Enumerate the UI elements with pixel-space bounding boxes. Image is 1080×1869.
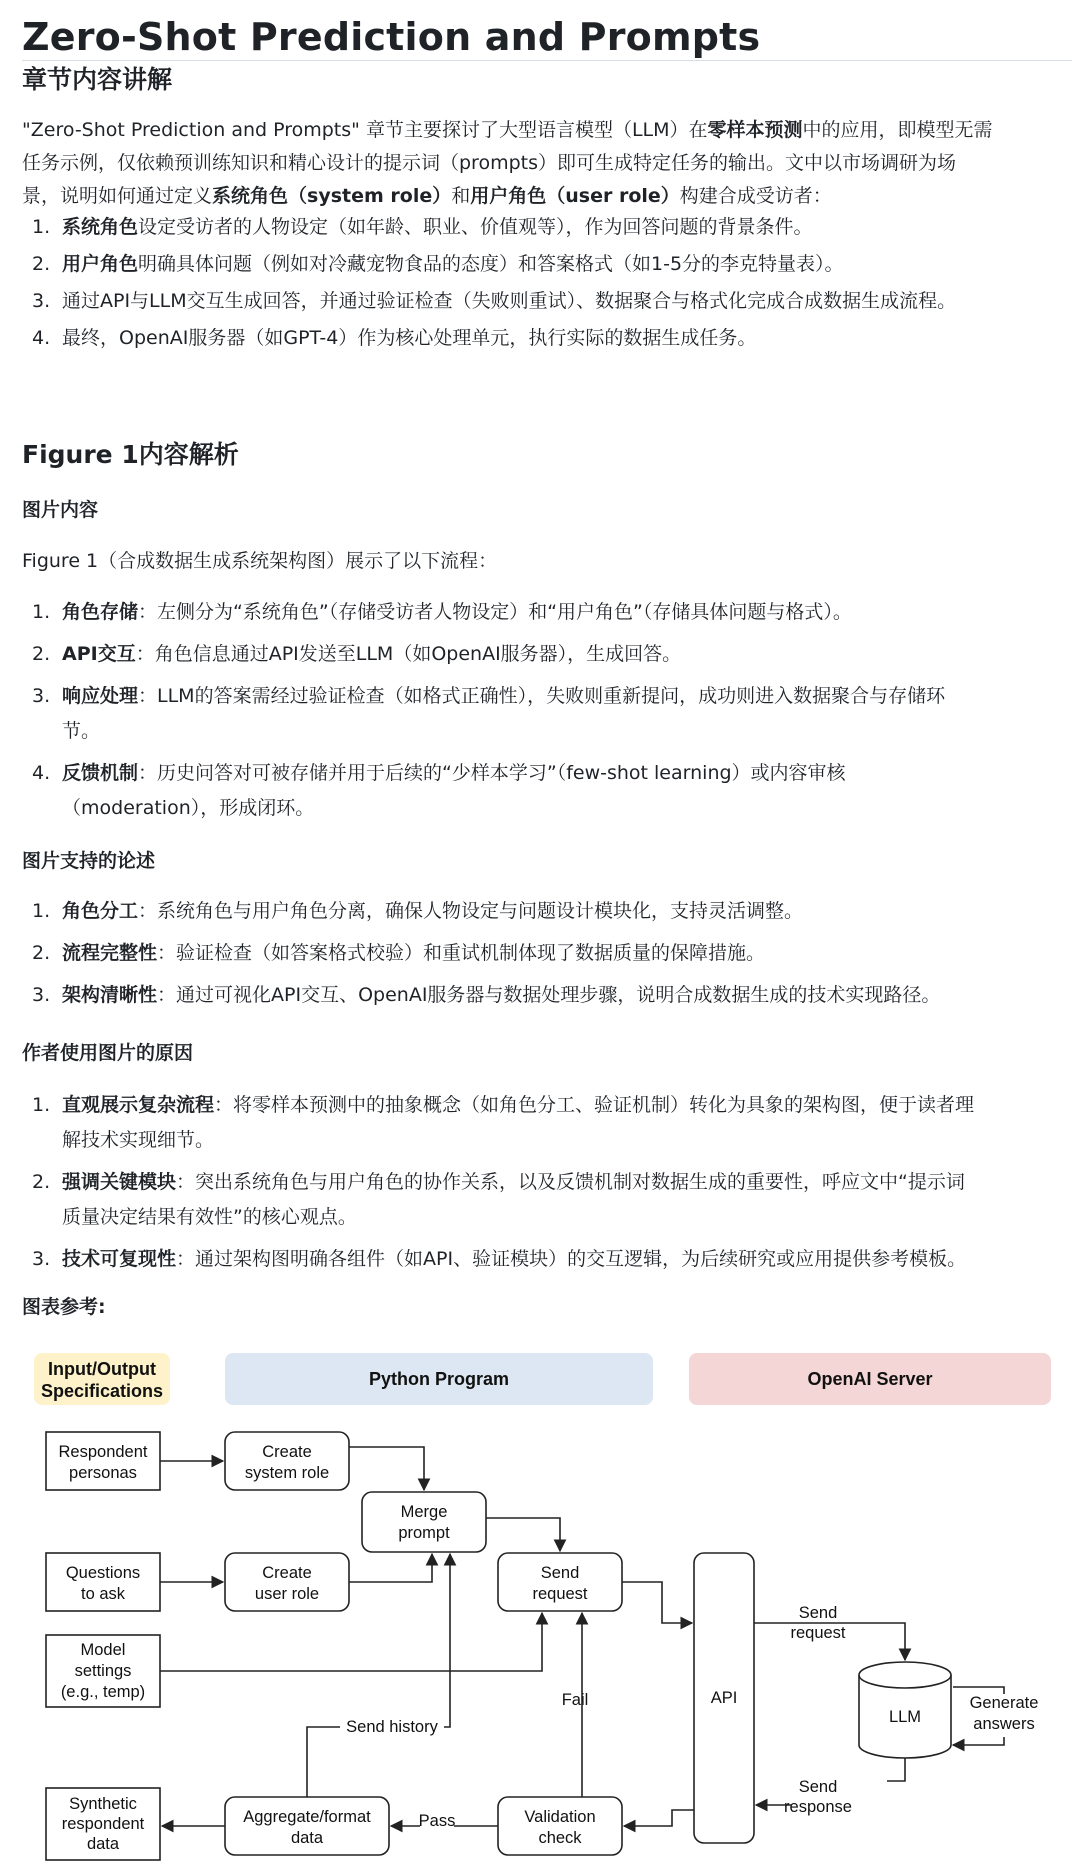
list-number: 3. [32,1248,51,1270]
list-item-text: ：通过架构图明确各组件（如API、验证模块）的交互逻辑，为后续研究或应用提供参考模板。 [176,1248,967,1270]
send-request-box-label: request [532,1585,588,1603]
intro-paragraph [22,114,1072,213]
intro-line-2: 任务示例，仅依赖预训练知识和精心设计的提示词（prompts）即可生成特定任务的输出。文中以市场调研为场 [22,152,956,174]
list-item-bold: 角色分工 [62,900,139,922]
intro-text: 中的应用，即模型无需 [802,119,993,141]
list-item [22,595,1072,630]
diagram-connectors [160,1447,1004,1826]
intro-line-3 [22,180,1072,213]
section-heading-chapter: 章节内容讲解 [22,65,173,94]
send-request-label: request [790,1624,846,1642]
list-item-bold: 技术可复现性 [62,1248,177,1270]
list-number: 4. [32,327,51,349]
intro-bold: 系统角色（system role） [212,185,452,207]
list-item-text: ：将零样本预测中的抽象概念（如角色分工、验证机制）转化为具象的架构图，便于读者理 [214,1094,975,1116]
send-request-label: Send [798,1604,838,1622]
list-item-text: ：LLM的答案需经过验证检查（如格式正确性），失败则重新提问，成功则进入数据聚合与存储环 [138,685,946,707]
validation-check-label: check [538,1829,582,1847]
list-item-text: ：系统角色与用户角色分离，确保人物设定与问题设计模块化，支持灵活调整。 [138,900,804,922]
list-item [22,284,1072,319]
merge-prompt-label: Merge [400,1503,448,1521]
list-item-bold: 系统角色 [62,216,139,238]
generate-answers-label: Generate [969,1694,1039,1712]
list-item-text: ：验证检查（如答案格式校验）和重试机制体现了数据质量的保障措施。 [157,942,766,964]
model-settings-label: settings [74,1662,132,1680]
list-item-text-continued: 节。 [62,720,101,742]
list-item [22,321,1072,356]
list-item-text: ：左侧分为“系统角色”（存储受访者人物设定）和“用户角色”（存储具体问题与格式）。 [138,601,852,623]
list-item-bold: 用户角色 [62,253,139,275]
aggregate-format-label: Aggregate/format [243,1808,371,1826]
intro-text: 景，说明如何通过定义 [22,185,213,207]
architecture-diagram [22,1335,1062,1865]
create-user-role-label: user role [254,1585,320,1603]
list-item-text: 明确具体问题（例如对冷藏宠物食品的态度）和答案格式（如1-5分的李克特量表）。 [138,253,844,275]
list-number: 1. [32,216,51,238]
synthetic-data-label: respondent [61,1815,145,1833]
io-header-line2: Specifications [40,1381,164,1401]
list-item-text: ：历史问答对可被存储并用于后续的“少样本学习”（few-shot learning）或内容审核 [138,762,846,784]
list-number: 2. [32,942,51,964]
python-header: Python Program [368,1369,510,1389]
list-item-bold: API交互 [62,643,136,665]
intro-line-1 [22,114,1072,147]
list-item [22,936,1072,971]
page-title: Zero-Shot Prediction and Prompts [22,8,1072,61]
list-item-text: 最终，OpenAI服务器（如GPT-4）作为核心处理单元，执行实际的数据生成任务。 [62,327,757,349]
synthetic-data-label: data [86,1835,120,1853]
intro-text: 和 [451,185,471,207]
list-item [22,894,1072,929]
list-item-text: ：角色信息通过API发送至LLM（如OpenAI服务器），生成回答。 [135,643,682,665]
list-number: 2. [32,643,51,665]
list-item [22,1242,1072,1277]
api-label: API [710,1689,738,1707]
list-item [22,1165,1072,1235]
list-number: 3. [32,685,51,707]
respondent-personas-label: Respondent [58,1443,148,1461]
merge-prompt-label: prompt [398,1524,450,1542]
list-number: 4. [32,762,51,784]
list-item-bold: 流程完整性 [62,942,158,964]
list-number: 1. [32,601,51,623]
merge-prompt-box [362,1492,486,1552]
subheading-reason: 作者使用图片的原因 [22,1042,194,1064]
fail-label: Fail [561,1691,589,1709]
synthetic-data-label: Synthetic [69,1795,137,1813]
list-item-text-continued: 质量决定结果有效性”的核心观点。 [62,1206,357,1228]
questions-to-ask-label: to ask [80,1585,126,1603]
list-item [22,1088,1072,1158]
io-header-line1: Input/Output [48,1359,156,1379]
section-heading-figure: Figure 1内容解析 [22,440,239,469]
intro-bold: 用户角色（user role） [470,185,680,207]
content-intro: Figure 1（合成数据生成系统架构图）展示了以下流程： [22,550,498,572]
list-number: 1. [32,900,51,922]
send-response-label: Send [798,1778,838,1796]
list-item-bold: 架构清晰性 [62,984,158,1006]
list-item-text: ：突出系统角色与用户角色的协作关系，以及反馈机制对数据生成的重要性，呼应文中“提示词 [176,1171,965,1193]
intro-bold: 零样本预测 [707,119,803,141]
create-system-role-label: Create [262,1443,312,1461]
list-item [22,756,1072,826]
openai-header: OpenAI Server [807,1369,933,1389]
send-response-label: response [784,1798,852,1816]
send-history-label: Send history [346,1718,438,1736]
list-item-text: ：通过可视化API交互、OpenAI服务器与数据处理步骤，说明合成数据生成的技术实现路径。 [157,984,941,1006]
respondent-personas-label: personas [69,1464,137,1482]
list-item-bold: 反馈机制 [62,762,139,784]
create-system-role-label: system role [244,1464,330,1482]
list-item-bold: 响应处理 [62,685,139,707]
aggregate-format-label: data [290,1829,324,1847]
validation-check-label: Validation [524,1808,596,1826]
model-settings-label: (e.g., temp) [60,1683,146,1701]
subheading-content: 图片内容 [22,499,99,521]
pass-label: Pass [418,1812,456,1830]
list-item-bold: 强调关键模块 [62,1171,177,1193]
list-item-bold: 角色存储 [62,601,139,623]
list-item-bold: 直观展示复杂流程 [62,1094,215,1116]
list-item [22,637,1072,672]
list-number: 3. [32,984,51,1006]
questions-to-ask-label: Questions [65,1564,141,1582]
subheading-support: 图片支持的论述 [22,850,156,872]
subheading-chart-reference: 图表参考: [22,1296,106,1318]
list-number: 3. [32,290,51,312]
llm-label: LLM [888,1708,922,1726]
list-number: 2. [32,1171,51,1193]
list-item [22,247,1072,282]
list-item-text-continued: 解技术实现细节。 [62,1129,215,1151]
intro-text: "Zero-Shot Prediction and Prompts" 章节主要探讨了大型语言模型（LLM）在 [22,119,708,141]
intro-text: 构建合成受访者： [679,185,832,207]
llm-cylinder [859,1662,951,1758]
list-item [22,978,1072,1013]
model-settings-label: Model [80,1641,126,1659]
send-request-box-label: Send [540,1564,580,1582]
list-item [22,210,1072,245]
list-number: 2. [32,253,51,275]
list-item-text-continued: （moderation），形成闭环。 [62,797,315,819]
list-number: 1. [32,1094,51,1116]
create-user-role-label: Create [262,1564,312,1582]
generate-answers-label: answers [973,1715,1035,1733]
list-item-text: 设定受访者的人物设定（如年龄、职业、价值观等），作为回答问题的背景条件。 [138,216,813,238]
list-item [22,679,1072,749]
list-item-text: 通过API与LLM交互生成回答，并通过验证检查（失败则重试）、数据聚合与格式化完成合成数据生成流程。 [62,290,957,312]
